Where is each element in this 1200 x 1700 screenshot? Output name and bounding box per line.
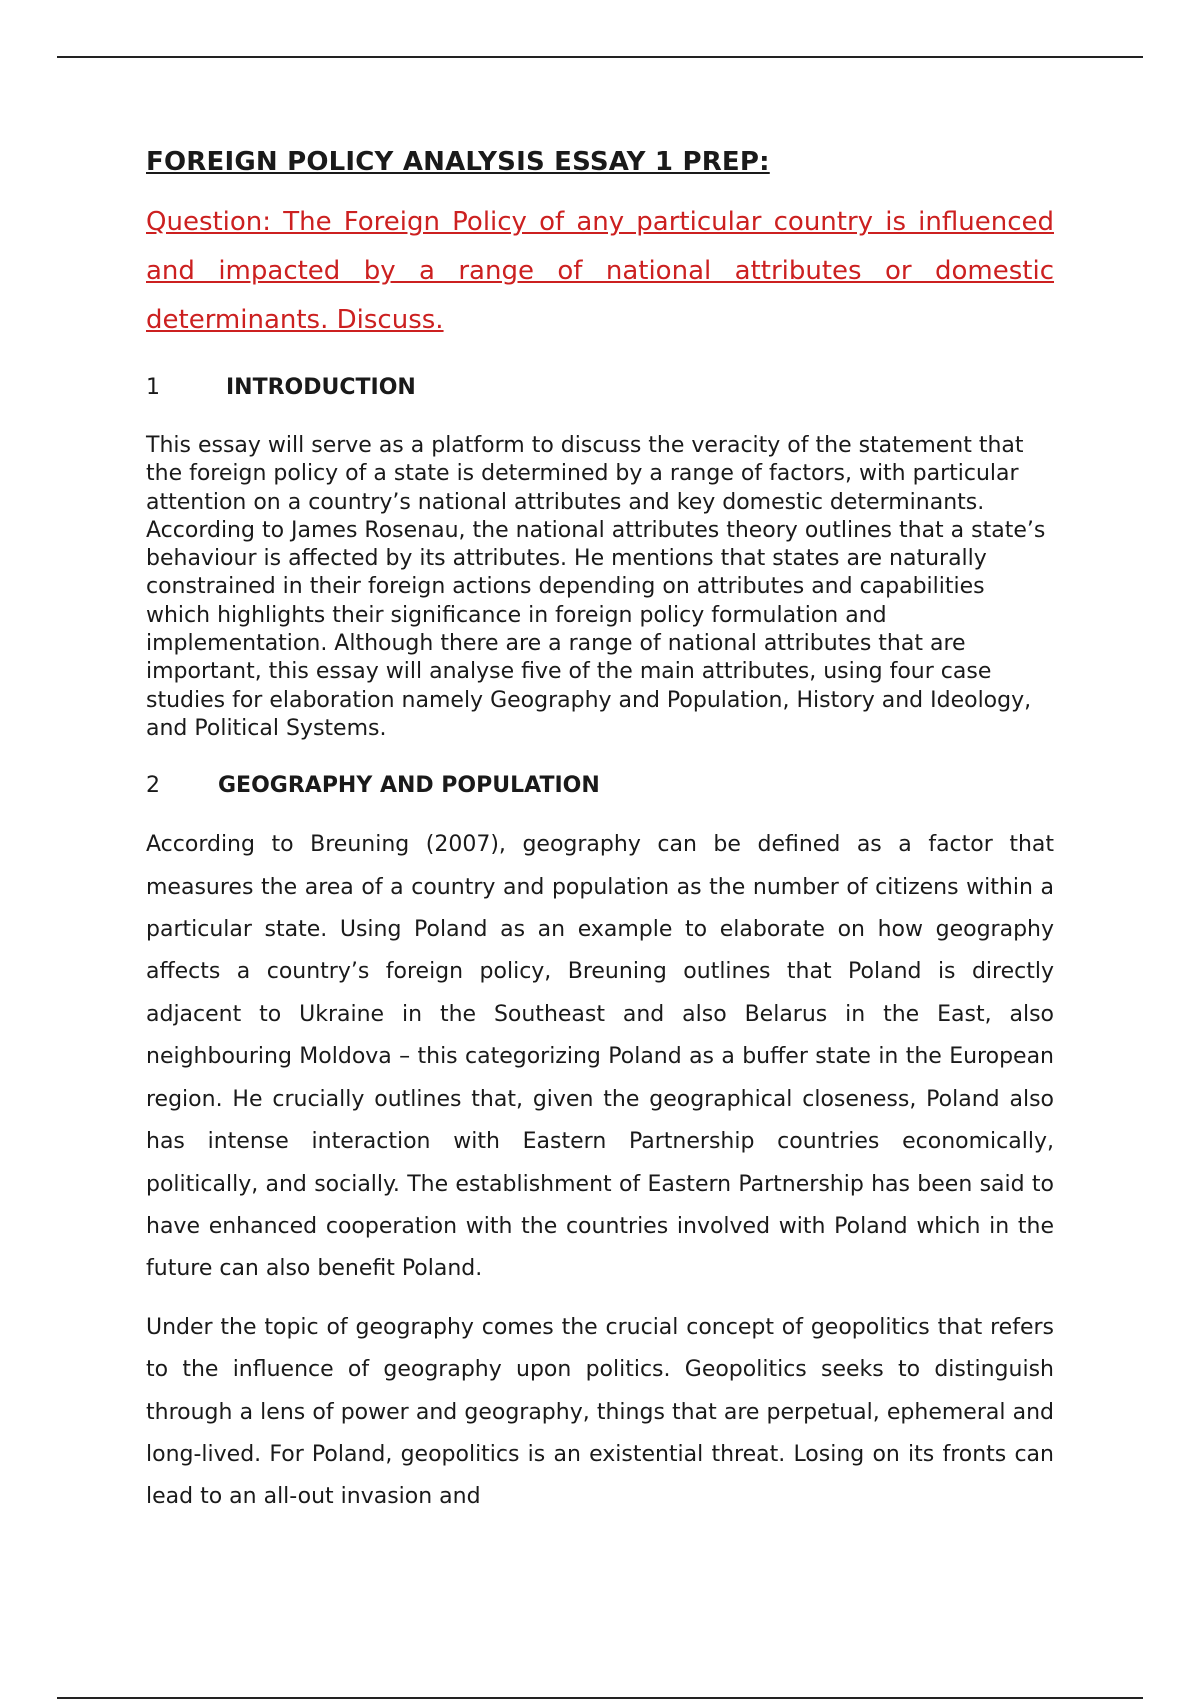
section-number: 2: [146, 773, 160, 799]
section-heading-geography: [146, 773, 1054, 798]
document-title: FOREIGN POLICY ANALYSIS ESSAY 1 PREP:: [146, 147, 770, 177]
section-title: INTRODUCTION: [226, 375, 416, 400]
document-page: [146, 140, 1054, 1519]
header-rule: [57, 56, 1143, 58]
introduction-paragraph: This essay will serve as a platform to discuss the veracity of the statement that the foreign policy of a state is determined by a range of factors, with particular attention on a country’s national attributes and key domestic determinants. According to James Rosenau, the national attributes theory outlines that a state’s behaviour is affected by its attributes. He mentions that states are naturally constrained in their foreign actions depending on attributes and capabilities which highlights their significance in foreign policy formulation and implementation. Although there are a range of national attributes that are important, this essay will analyse five of the main attributes, using four case studies for elaboration namely Geography and Population, History and Ideology, and Political Systems.: [146, 433, 1046, 741]
footer-rule: [57, 1697, 1143, 1699]
section-title: GEOGRAPHY AND POPULATION: [218, 773, 600, 799]
section-number: 1: [146, 375, 160, 400]
geography-paragraph-1: According to Breuning (2007), geography can be defined as a factor that measures the area of a country and population as the number of citizens within a particular state. Using Poland as an example to elaborate on how geography affects a country’s foreign policy, Breuning outlines that Poland is directly adjacent to Ukraine in the Southeast and also Belarus in the East, also neighbouring Moldova – this categorizing Poland as a buffer state in the European region. He crucially outlines that, given the geographical closeness, Poland also has intense interaction with Eastern Partnership countries economically, politically, and socially. The establishment of Eastern Partnership has been said to have enhanced cooperation with the countries involved with Poland which in the future can also benefit Poland.: [146, 832, 1054, 1282]
section-heading-introduction: [146, 375, 1054, 400]
geography-paragraph-2: Under the topic of geography comes the crucial concept of geopolitics that refers to the influence of geography upon politics. Geopolitics seeks to distinguish through a lens of power and geography, things that are perpetual, ephemeral and long-lived. For Poland, geopolitics is an existential threat. Losing on its fronts can lead to an all-out invasion and: [146, 1314, 1054, 1510]
essay-question: Question: The Foreign Policy of any particular country is influenced and impacted by a range of national attributes or domestic determinants. Discuss.: [146, 207, 1054, 335]
